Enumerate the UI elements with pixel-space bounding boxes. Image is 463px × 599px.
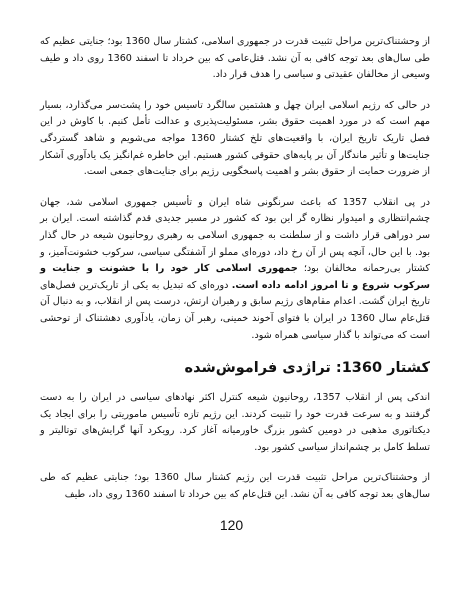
paragraph-3: [40, 195, 430, 344]
paragraph-3-bold-text: جمهوری اسلامی کار خود را با خشونت و جنایت و سرکوب شروع و تا امروز ادامه داده است.: [40, 263, 430, 291]
paragraph-2: در حالی که رژیم اسلامی ایران چهل و هشتمین سالگرد تاسیس خود را پشت‌سر می‌گذارد، بسیار مهم است که در مورد اهمیت حقوق بشر، مسئولیت‌پذیری و عدالت تأمل کنیم. با کاوش در این فصل تاریک تاریخ ایران، با واقعیت‌های تلخ کشتار 1360 مواجه می‌شویم و شاهد گستردگی جنایت‌ها و تأثیر ماندگار آن بر پایه‌های حقوقی کشور هستیم. این خاطره غم‌انگیز یک یادآوری آشکار از ضرورت حمایت از حقوق بشر و اهمیت پاسخگویی رژیم برای جنایت‌های جمعی است.: [40, 99, 430, 178]
paragraph-5: از وحشتناک‌ترین مراحل تثبیت قدرت این رژیم کشتار سال 1360 بود؛ جنایتی عظیم که طی سال‌های بعد توجه کافی به آن نشد. این قتل‌عام که بین خرداد تا اسفند 1360 روی داد، طیف: [40, 472, 430, 501]
paragraph-3-text-end: دوره‌ای که تبدیل به یکی از تاریک‌ترین فصل‌های تاریخ ایران گشت. اعدام مقام‌های رژیم سابق و رهبران ارتش، درست پس از انقلاب، و به دنبال آن قتل‌عام سال 1360 در ایران با فتوای آخوند خمینی، رهبر آن زمان، یادآوری دهشتناک از توحشی است که می‌تواند با گذار سیاسی همراه شود.: [40, 279, 430, 341]
paragraph-4: اندکی پس از انقلاب 1357، روحانیون شیعه کنترل اکثر نهادهای سیاسی در ایران را به دست گرفتند و به سرعت قدرت خود را تثبیت کردند. این رژیم تازه تأسیس ماموریتی را برای ایجاد یک دیکتاتوری مذهبی در دومین کشور بزرگ خاورمیانه آغاز کرد. رویکرد آنها گرایش‌های توتالیتر و تسلط کامل بر چشم‌انداز سیاسی کشور بود.: [40, 392, 430, 453]
document-page: [40, 34, 430, 518]
paragraph-3-text-start: در پی انقلاب 1357 که باعث سرنگونی شاه ایران و تأسیس جمهوری اسلامی شد، جهان چشم‌انتظاری و امیدوار نظاره گر این بود که کشور در مسیر جدیدی قدم گذاشته است. ایران بر سر دوراهی قرار داشت و از سلطنت به جمهوری اسلامی به رهبری روحانیون شیعه در حال گذار بود. با این حال، آنچه پس از آن رخ داد، دوره‌ای مملو از آشفتگی سیاسی، سرکوب خشونت‌آمیز، و کشتار بی‌رحمانه مخالفان بود؛: [40, 196, 430, 275]
paragraph-1: از وحشتناک‌ترین مراحل تثبیت قدرت در جمهوری اسلامی، کشتار سال 1360 بود؛ جنایتی عظیم که طی سال‌های بعد توجه کافی به آن نشد. قتل‌عامی که بین خرداد تا اسفند 1360 روی داد و طیف وسیعی از مخالفان عقیدتی و سیاسی را هدف قرار داد.: [40, 36, 430, 81]
page-number: 120: [219, 517, 244, 533]
section-heading: کشتار 1360: تراژدی فراموش‌شده: [184, 360, 430, 377]
